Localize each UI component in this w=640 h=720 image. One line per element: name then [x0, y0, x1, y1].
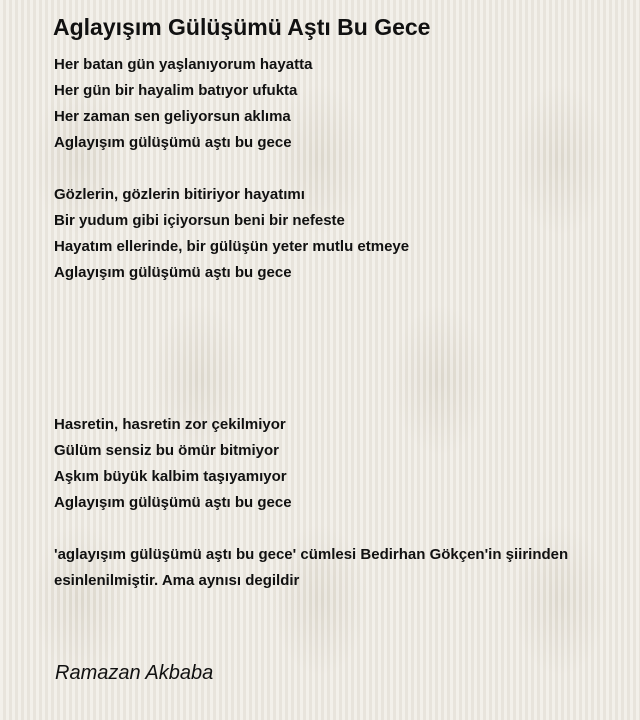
poem-line: Hayatım ellerinde, bir gülüşün yeter mutlu etmeye [54, 238, 410, 255]
poem-line: Her zaman sen geliyorsun aklıma [54, 108, 291, 125]
poem-author: Ramazan Akbaba [55, 662, 214, 684]
poem-line: Hasretin, hasretin zor çekilmiyor [54, 416, 286, 433]
poem-line: Aşkım büyük kalbim taşıyamıyor [54, 468, 287, 485]
poem-line: Gözlerin, gözlerin bitiriyor hayatımı [54, 186, 305, 203]
poem-title: Aglayışım Gülüşümü Aştı Bu Gece [53, 14, 431, 40]
poem-line: Her gün bir hayalim batıyor ufukta [54, 82, 298, 99]
note-line: 'aglayışım gülüşümü aştı bu gece' cümlesi Bedirhan Gökçen'in şiirinden [54, 546, 569, 563]
poem-line: Aglayışım gülüşümü aştı bu gece [54, 494, 292, 511]
poem-line: Her batan gün yaşlanıyorum hayatta [54, 56, 313, 73]
poem-line: Aglayışım gülüşümü aştı bu gece [54, 264, 292, 281]
poem-line: Aglayışım gülüşümü aştı bu gece [54, 134, 292, 151]
poem-line: Gülüm sensiz bu ömür bitmiyor [54, 442, 280, 459]
poem-line: Bir yudum gibi içiyorsun beni bir nefeste [54, 212, 345, 229]
note-line: esinlenilmiştir. Ama aynısı degildir [54, 572, 300, 589]
